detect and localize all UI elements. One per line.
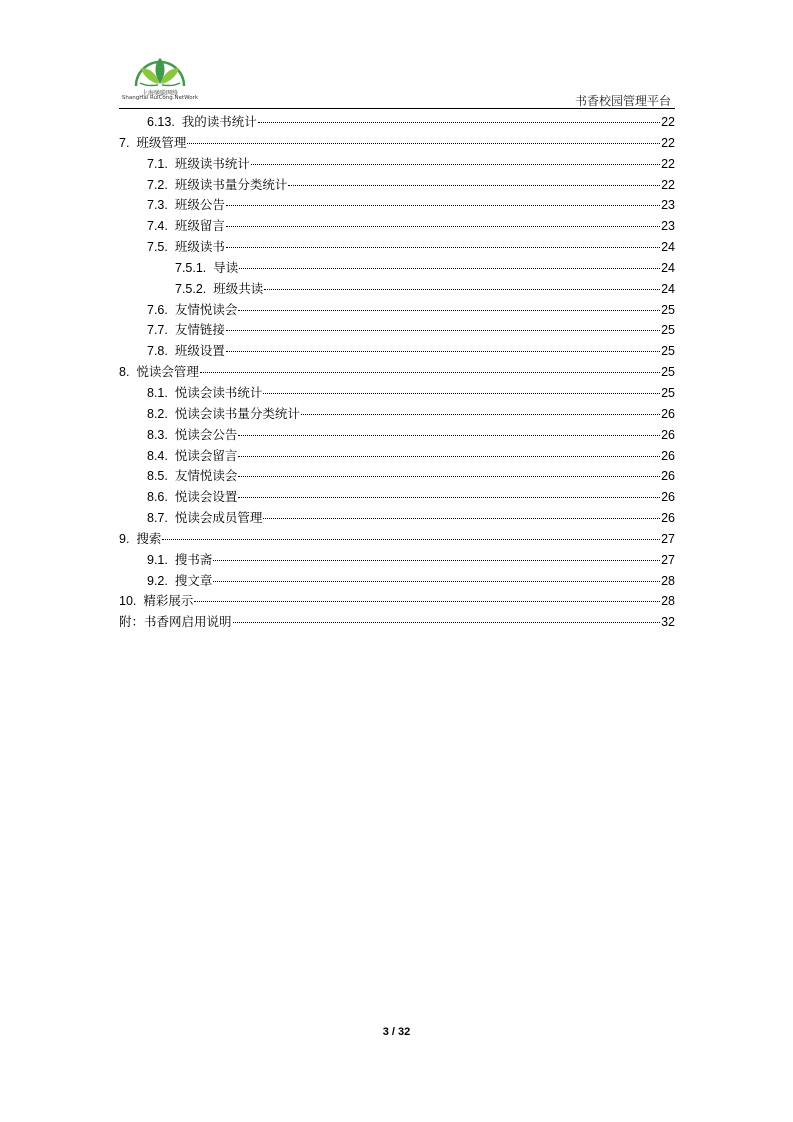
toc-entry[interactable] xyxy=(119,258,675,279)
toc-entry-page: 27 xyxy=(661,531,675,546)
toc-entry-spacer xyxy=(168,320,175,341)
toc-entry-label: 班级设置 xyxy=(174,343,225,359)
toc-entry-label: 班级读书统计 xyxy=(174,155,250,171)
toc-entry-label: 友情悦读会 xyxy=(174,301,238,317)
toc-entry-spacer xyxy=(168,550,175,571)
toc-entry-spacer xyxy=(206,279,213,300)
toc-entry-spacer xyxy=(168,195,175,216)
toc-entry-number: 6.13. xyxy=(147,115,175,129)
toc-entry-number: 7.5.1. xyxy=(175,260,207,275)
toc-entry-spacer xyxy=(168,508,175,529)
toc-dot-leader xyxy=(264,289,660,290)
toc-entry[interactable] xyxy=(119,237,675,258)
toc-entry-number: 8.4. xyxy=(147,448,168,463)
toc-entry-spacer xyxy=(168,383,175,404)
toc-entry[interactable] xyxy=(119,550,675,571)
toc-entry-spacer xyxy=(206,258,213,279)
toc-entry-label: 班级留言 xyxy=(174,218,225,234)
toc-entry-number: 7.3. xyxy=(147,198,168,213)
toc-entry-page: 26 xyxy=(661,490,675,505)
toc-entry-label: 悦读会读书统计 xyxy=(174,384,263,400)
toc-dot-leader xyxy=(238,435,660,436)
toc-entry-label: 友情悦读会 xyxy=(174,468,238,484)
toc-entry-number: 10. xyxy=(119,594,137,609)
toc-entry[interactable] xyxy=(119,133,675,154)
toc-entry-page: 26 xyxy=(661,427,675,442)
toc-entry-spacer xyxy=(129,529,136,550)
toc-entry-page: 28 xyxy=(661,573,675,588)
toc-dot-leader xyxy=(258,122,660,123)
toc-dot-leader xyxy=(226,351,660,352)
toc-entry-number: 7. xyxy=(119,135,130,150)
toc-entry-label: 精彩展示 xyxy=(143,593,194,609)
toc-entry-label: 友情链接 xyxy=(174,322,225,338)
toc-entry-spacer xyxy=(175,112,182,133)
toc-entry-number: 8.2. xyxy=(147,406,168,421)
toc-entry-spacer xyxy=(168,466,175,487)
toc-entry-number: 7.5.2. xyxy=(175,281,207,296)
toc-dot-leader xyxy=(226,226,660,227)
toc-entry-page: 24 xyxy=(661,260,675,275)
toc-entry-number: 附： xyxy=(119,615,145,630)
toc-entry-spacer xyxy=(129,362,136,383)
toc-entry[interactable] xyxy=(119,112,675,133)
toc-entry-page: 28 xyxy=(661,594,675,609)
toc-entry-page: 23 xyxy=(661,198,675,213)
toc-entry[interactable] xyxy=(119,216,675,237)
toc-entry-page: 26 xyxy=(661,511,675,526)
toc-entry[interactable] xyxy=(119,404,675,425)
toc-dot-leader xyxy=(194,601,660,602)
toc-dot-leader xyxy=(251,164,660,165)
toc-entry[interactable] xyxy=(119,383,675,404)
toc-entry-page: 25 xyxy=(661,323,675,338)
toc-dot-leader xyxy=(288,185,660,186)
toc-entry-page: 24 xyxy=(661,281,675,296)
leaf-logo-icon xyxy=(132,52,188,90)
toc-entry[interactable] xyxy=(119,446,675,467)
toc-entry-number: 8.6. xyxy=(147,490,168,505)
toc-entry-page: 26 xyxy=(661,469,675,484)
toc-entry-label: 班级公告 xyxy=(174,197,225,213)
toc-entry-spacer xyxy=(168,446,175,467)
toc-dot-leader xyxy=(238,497,660,498)
toc-entry-page: 22 xyxy=(661,156,675,171)
toc-entry[interactable] xyxy=(119,300,675,321)
toc-entry-number: 7.1. xyxy=(147,156,168,171)
toc-entry-page: 25 xyxy=(661,385,675,400)
toc-entry-number: 7.2. xyxy=(147,177,168,192)
toc-entry-label: 搜文章 xyxy=(174,572,213,588)
company-logo xyxy=(120,52,200,108)
toc-entry[interactable] xyxy=(119,425,675,446)
toc-entry-page: 25 xyxy=(661,302,675,317)
document-title: 书香校园管理平台 xyxy=(574,94,671,108)
toc-entry[interactable] xyxy=(119,571,675,592)
toc-entry[interactable] xyxy=(119,529,675,550)
toc-entry-label: 班级读书 xyxy=(174,239,225,255)
toc-entry[interactable] xyxy=(119,487,675,508)
toc-entry-label: 悦读会读书量分类统计 xyxy=(174,405,300,421)
toc-dot-leader xyxy=(213,581,660,582)
logo-company-name-en: ShangHai RuiCong.NetWork xyxy=(121,95,199,101)
toc-entry[interactable] xyxy=(119,279,675,300)
toc-dot-leader xyxy=(187,143,660,144)
toc-entry-number: 8.5. xyxy=(147,469,168,484)
toc-entry-spacer xyxy=(168,216,175,237)
toc-entry-spacer xyxy=(136,591,143,612)
toc-dot-leader xyxy=(226,330,660,331)
toc-entry-spacer xyxy=(168,571,175,592)
toc-entry-page: 23 xyxy=(661,219,675,234)
toc-dot-leader xyxy=(162,539,660,540)
toc-entry-label: 搜索 xyxy=(136,530,162,546)
toc-dot-leader xyxy=(233,622,661,623)
toc-entry-page: 25 xyxy=(661,344,675,359)
toc-entry[interactable] xyxy=(119,591,675,612)
toc-entry[interactable] xyxy=(119,320,675,341)
toc-entry-spacer xyxy=(168,487,175,508)
toc-entry-label: 悦读会设置 xyxy=(174,489,238,505)
toc-entry[interactable] xyxy=(119,466,675,487)
toc-dot-leader xyxy=(238,310,660,311)
toc-dot-leader xyxy=(226,205,660,206)
toc-entry-label: 书香网启用说明 xyxy=(144,614,232,630)
toc-entry-page: 32 xyxy=(661,615,675,630)
toc-entry-label: 班级管理 xyxy=(136,134,187,150)
toc-entry-page: 22 xyxy=(661,177,675,192)
toc-entry[interactable] xyxy=(119,175,675,196)
toc-entry-number: 8.7. xyxy=(147,511,168,526)
toc-entry-label: 悦读会管理 xyxy=(136,364,199,380)
toc-entry-label: 搜书斋 xyxy=(174,551,213,567)
toc-entry-spacer xyxy=(168,154,175,175)
toc-entry-spacer xyxy=(168,300,175,321)
logo-company-name-cn: 上海驰聪网络 xyxy=(141,90,178,97)
toc-entry-number: 9.1. xyxy=(147,552,168,567)
toc-entry-label: 导读 xyxy=(213,259,239,275)
toc-entry-label: 班级读书量分类统计 xyxy=(174,176,288,192)
toc-dot-leader xyxy=(263,518,660,519)
toc-entry-label: 我的读书统计 xyxy=(181,114,257,129)
toc-entry-page: 27 xyxy=(661,552,675,567)
toc-dot-leader xyxy=(301,414,660,415)
toc-dot-leader xyxy=(239,268,660,269)
toc-entry[interactable] xyxy=(119,195,675,216)
toc-entry-number: 9. xyxy=(119,531,130,546)
toc-dot-leader xyxy=(238,476,660,477)
toc-entry-label: 悦读会留言 xyxy=(174,447,238,463)
toc-entry-number: 9.2. xyxy=(147,573,168,588)
toc-entry-spacer xyxy=(129,133,136,154)
toc-entry[interactable] xyxy=(119,341,675,362)
toc-entry[interactable] xyxy=(119,508,675,529)
toc-entry-spacer xyxy=(168,404,175,425)
toc-entry[interactable] xyxy=(119,362,675,383)
toc-dot-leader xyxy=(263,393,660,394)
toc-entry-number: 8.1. xyxy=(147,385,168,400)
toc-entry-number: 7.5. xyxy=(147,240,168,255)
toc-dot-leader xyxy=(238,456,660,457)
toc-entry-spacer xyxy=(168,425,175,446)
toc-entry-label: 悦读会公告 xyxy=(174,426,238,442)
toc-entry-page: 22 xyxy=(661,135,675,150)
header-divider xyxy=(119,108,675,109)
toc-entry-spacer xyxy=(168,341,175,362)
toc-entry-number: 8. xyxy=(119,365,130,380)
toc-entry-page: 26 xyxy=(661,448,675,463)
toc-entry-number: 7.8. xyxy=(147,344,168,359)
toc-dot-leader xyxy=(226,247,660,248)
toc-entry[interactable] xyxy=(119,154,675,175)
toc-entry[interactable] xyxy=(119,612,675,633)
toc-entry-label: 班级共读 xyxy=(213,280,264,296)
toc-entry-page: 24 xyxy=(661,240,675,255)
page-number: 3 / 32 xyxy=(382,1026,411,1038)
toc-dot-leader xyxy=(200,372,660,373)
table-of-contents xyxy=(119,112,675,633)
toc-dot-leader xyxy=(213,560,660,561)
toc-entry-page: 25 xyxy=(661,365,675,380)
toc-entry-page: 26 xyxy=(661,406,675,421)
toc-entry-number: 8.3. xyxy=(147,427,168,442)
page-header xyxy=(0,0,793,110)
toc-entry-page: 22 xyxy=(661,115,675,129)
toc-entry-spacer xyxy=(168,237,175,258)
toc-entry-spacer xyxy=(168,175,175,196)
toc-entry-number: 7.6. xyxy=(147,302,168,317)
toc-entry-label: 悦读会成员管理 xyxy=(174,510,263,526)
toc-entry-number: 7.4. xyxy=(147,219,168,234)
toc-entry-number: 7.7. xyxy=(147,323,168,338)
